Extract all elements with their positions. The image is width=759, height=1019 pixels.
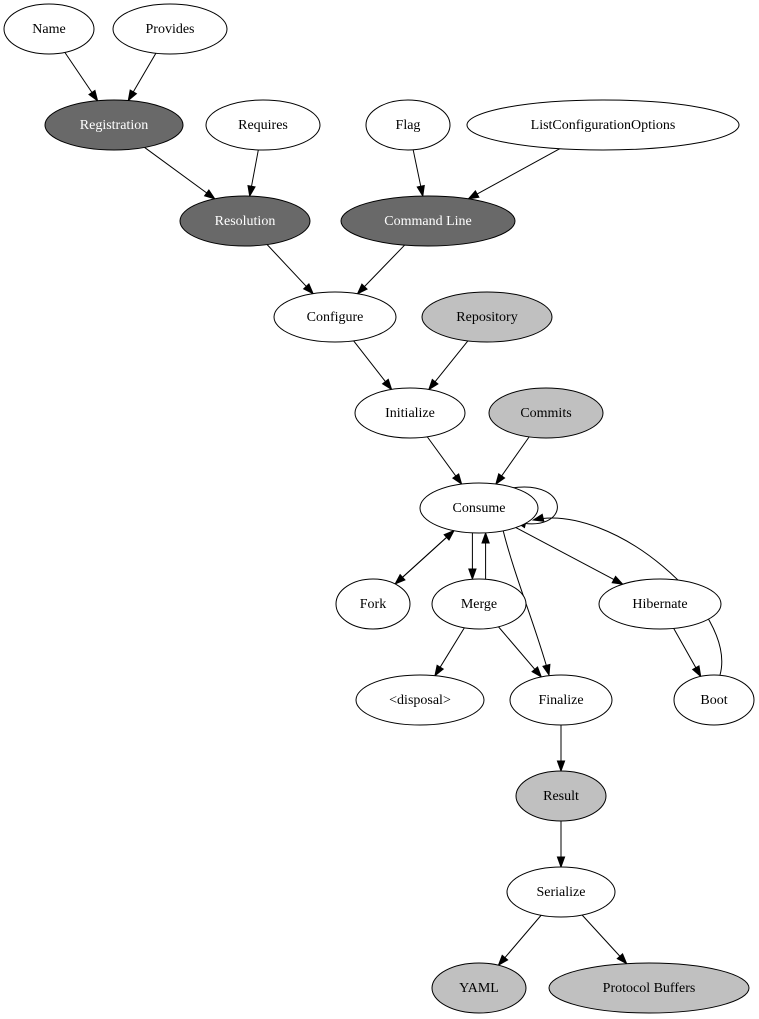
edge-listconfigurationoptions-to-commandline (468, 149, 559, 199)
edge-arrowhead (612, 576, 623, 584)
edge-arrowhead (429, 379, 438, 389)
node-repository[interactable] (422, 292, 552, 342)
edge-arrowhead (557, 857, 564, 867)
node-boot[interactable] (674, 675, 754, 725)
node-label-hibernate: Hibernate (632, 597, 688, 613)
edge-consume-to-hibernate (516, 528, 623, 585)
node-provides[interactable] (113, 4, 227, 54)
edge-arrowhead (482, 533, 489, 543)
node-label-resolution: Resolution (214, 214, 276, 230)
node-serialize[interactable] (507, 867, 615, 917)
node-label-protocolbuffers: Protocol Buffers (602, 981, 696, 997)
node-commandline[interactable] (341, 196, 515, 246)
edge-arrowhead (557, 761, 564, 771)
edge-arrowhead (435, 665, 443, 675)
node-requires[interactable] (206, 100, 320, 150)
node-label-name: Name (32, 22, 66, 38)
edge-arrowhead (469, 569, 476, 579)
node-name[interactable] (4, 4, 94, 54)
node-registration[interactable] (45, 100, 183, 150)
node-disposal[interactable] (356, 675, 484, 725)
edge-arrowhead (89, 90, 98, 100)
edge-arrowhead (693, 666, 701, 676)
node-label-flag: Flag (395, 118, 421, 134)
edges-layer (65, 52, 722, 965)
node-label-initialize: Initialize (385, 406, 435, 422)
edge-arrowhead (496, 474, 505, 484)
edge-registration-to-resolution (145, 147, 215, 198)
node-label-result: Result (543, 789, 579, 805)
node-consume[interactable] (420, 483, 538, 533)
node-label-serialize: Serialize (536, 885, 586, 901)
node-fork[interactable] (336, 579, 410, 629)
node-listconfigurationoptions[interactable] (467, 100, 739, 150)
node-label-consume: Consume (452, 501, 506, 517)
node-label-disposal: <disposal> (389, 693, 451, 709)
node-protocolbuffers[interactable] (549, 963, 749, 1013)
edge-arrowhead (453, 474, 462, 484)
edge-fork-to-consume (395, 531, 454, 584)
node-label-merge: Merge (460, 597, 498, 613)
node-label-requires: Requires (238, 118, 288, 134)
node-configure[interactable] (274, 292, 396, 342)
node-label-configure: Configure (306, 310, 364, 326)
node-label-finalize: Finalize (538, 693, 584, 709)
node-hibernate[interactable] (599, 579, 721, 629)
node-label-commandline: Command Line (384, 214, 472, 230)
node-yaml[interactable] (432, 963, 526, 1013)
edge-arrowhead (543, 664, 550, 675)
edge-arrowhead (468, 191, 478, 199)
edge-arrowhead (248, 186, 255, 196)
node-label-repository: Repository (456, 310, 518, 326)
node-label-registration: Registration (79, 118, 149, 134)
edge-arrowhead (417, 186, 424, 197)
node-merge[interactable] (432, 579, 526, 629)
edge-arrowhead (128, 90, 136, 100)
node-commits[interactable] (489, 388, 603, 438)
node-flag[interactable] (366, 100, 450, 150)
nodes-layer (4, 4, 754, 1013)
node-label-commits: Commits (520, 406, 572, 422)
node-resolution[interactable] (180, 196, 310, 246)
node-label-listconfigurationoptions: ListConfigurationOptions (530, 118, 676, 134)
edge-arrowhead (205, 190, 215, 199)
node-initialize[interactable] (355, 388, 465, 438)
node-finalize[interactable] (510, 675, 612, 725)
edge-arrowhead (383, 379, 392, 389)
node-label-yaml: YAML (459, 981, 499, 997)
node-label-fork: Fork (359, 597, 387, 613)
node-label-provides: Provides (145, 22, 195, 38)
node-result[interactable] (516, 771, 606, 821)
node-label-boot: Boot (700, 693, 728, 709)
